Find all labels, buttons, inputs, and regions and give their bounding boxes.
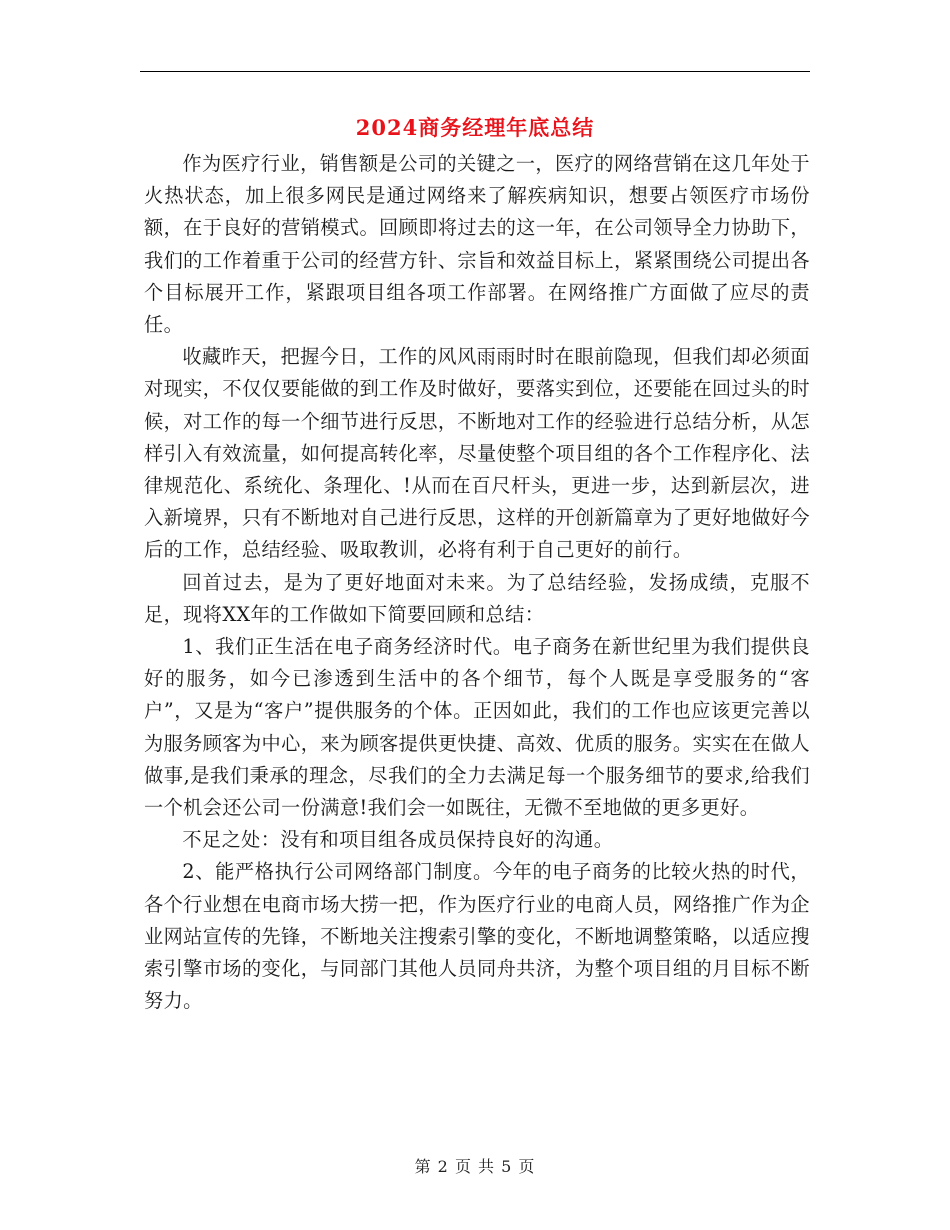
paragraph: 作为医疗行业，销售额是公司的关键之一，医疗的网络营销在这几年处于火热状态，加上很多网民是通过网络来了解疾病知识，想要占领医疗市场份额，在于良好的营销模式。回顾即将过去的这一年，在公司领导全力协助下，我们的工作着重于公司的经营方针、宗旨和效益目标上，紧紧围绕公司提出各个目标展开工作，紧跟项目组各项工作部署。在网络推广方面做了应尽的责任。 (144, 152, 810, 337)
header-rule (140, 71, 810, 72)
paragraph: 不足之处：没有和项目组各成员保持良好的沟通。 (182, 828, 614, 852)
page-footer: 第 2 页 共 5 页 (414, 1157, 536, 1176)
document-body (144, 148, 810, 1017)
paragraph: 1、我们正生活在电子商务经济时代。电子商务在新世纪里为我们提供良好的服务，如今已渗透到生活中的各个细节，每个人既是享受服务的“客户”，又是为“客户”提供服务的个体。正因如此，我们的工作也应该更完善以为服务顾客为中心，来为顾客提供更快捷、高效、优质的服务。实实在在做人做事,是我们秉承的理念，尽我们的全力去满足每一个服务细节的要求,给我们一个机会还公司一份满意!我们会一如既往，无微不至地做的更多更好。 (144, 635, 810, 820)
paragraph: 回首过去，是为了更好地面对未来。为了总结经验，发扬成绩，克服不足，现将XX年的工作做如下简要回顾和总结： (144, 570, 810, 626)
document-title: 2024商务经理年底总结 (355, 115, 595, 140)
paragraph: 收藏昨天，把握今日，工作的风风雨雨时时在眼前隐现，但我们却必须面对现实，不仅仅要能做的到工作及时做好，要落实到位，还要能在回过头的时候，对工作的每一个细节进行反思，不断地对工作的经验进行总结分析，从怎样引入有效流量，如何提高转化率，尽量使整个项目组的各个工作程序化、法律规范化、系统化、条理化、!从而在百尺杆头，更进一步，达到新层次，进入新境界，只有不断地对自己进行反思，这样的开创新篇章为了更好地做好今后的工作，总结经验、吸取教训，必将有利于自己更好的前行。 (144, 345, 810, 562)
paragraph: 2、能严格执行公司网络部门制度。今年的电子商务的比较火热的时代，各个行业想在电商市场大捞一把，作为医疗行业的电商人员，网络推广作为企业网站宣传的先锋，不断地关注搜索引擎的变化，不断地调整策略，以适应搜索引擎市场的变化，与同部门其他人员同舟共济，为整个项目组的月目标不断努力。 (144, 860, 810, 1013)
